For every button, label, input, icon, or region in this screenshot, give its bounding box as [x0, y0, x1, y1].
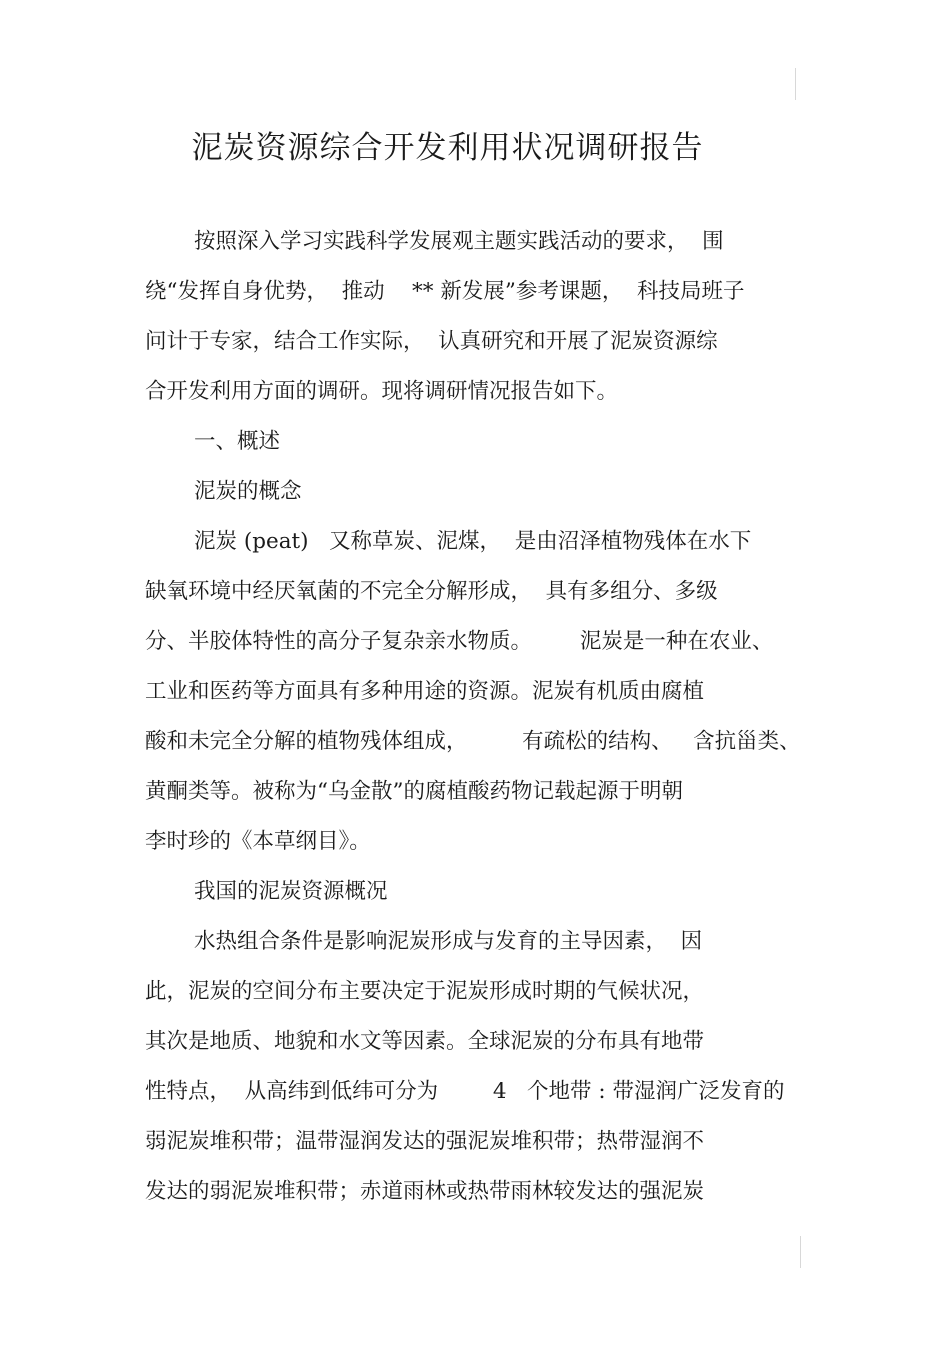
body-line: 分、半胶体特性的高分子复杂亲水物质。 泥炭是一种在农业、 [145, 629, 774, 654]
document-title: 泥炭资源综合开发利用状况调研报告 [191, 130, 704, 166]
body-line: 工业和医药等方面具有多种用途的资源。泥炭有机质由腐植 [145, 679, 705, 704]
body-line: 缺氧环境中经厌氧菌的不完全分解形成， 具有多组分、多级 [145, 579, 718, 604]
body-line: 弱泥炭堆积带；温带湿润发达的强泥炭堆积带；热带湿润不 [145, 1129, 705, 1154]
body-line: 其次是地质、地貌和水文等因素。全球泥炭的分布具有地带 [145, 1029, 705, 1054]
body-line: 水热组合条件是影响泥炭形成与发育的主导因素， 因 [194, 929, 703, 954]
body-line: 李时珍的《本草纲目》。 [145, 829, 371, 854]
body-line: 泥炭 (peat) 又称草炭、泥煤， 是由沼泽植物残体在水下 [194, 529, 752, 554]
body-line: 发达的弱泥炭堆积带；赤道雨林或热带雨林较发达的强泥炭 [145, 1179, 705, 1204]
body-line: 问计于专家，结合工作实际， 认真研究和开展了泥炭资源综 [145, 329, 718, 354]
subsection-heading: 我国的泥炭资源概况 [194, 879, 388, 904]
page-edge-mark-bottom [800, 1236, 801, 1268]
page-edge-mark-top [795, 68, 796, 100]
body-line: 合开发利用方面的调研。现将调研情况报告如下。 [145, 379, 619, 404]
body-line: 绕“发挥自身优势， 推动 ** 新发展”参考课题， 科技局班子 [145, 279, 745, 304]
body-line: 酸和未完全分解的植物残体组成， 有疏松的结构、 含抗甾类、 [145, 729, 801, 754]
body-line: 性特点， 从高纬到低纬可分为 4 个地带 : 带湿润广泛发育的 [145, 1079, 785, 1104]
subsection-heading: 泥炭的概念 [194, 479, 302, 504]
body-line: 黄酮类等。被称为“乌金散”的腐植酸药物记载起源于明朝 [145, 779, 683, 804]
body-line: 此，泥炭的空间分布主要决定于泥炭形成时期的气候状况， [145, 979, 705, 1004]
section-heading: 一、概述 [194, 429, 281, 454]
body-line: 按照深入学习实践科学发展观主题实践活动的要求， 围 [194, 229, 724, 254]
